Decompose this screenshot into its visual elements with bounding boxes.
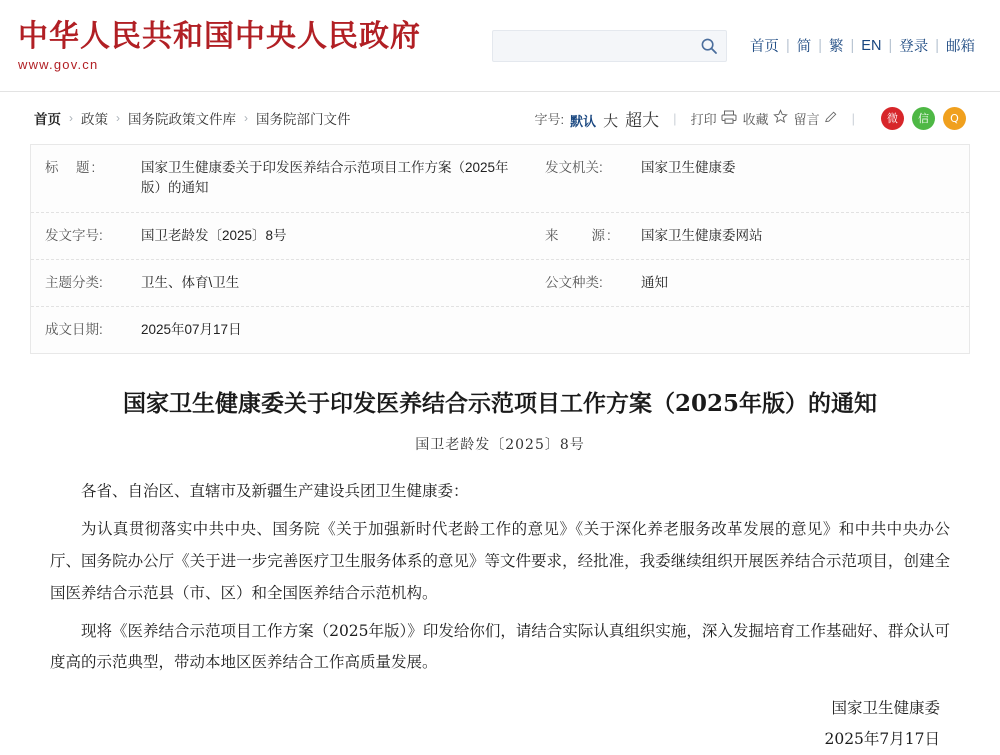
article-toolbar — [535, 106, 966, 131]
meta-label-source: 来 源: — [545, 227, 613, 243]
meta-row — [31, 213, 969, 260]
search-icon[interactable] — [700, 37, 718, 55]
meta-cell-category — [31, 260, 531, 306]
nav-separator: | — [818, 37, 822, 54]
page-title: 国家卫生健康委关于印发医养结合示范项目工作方案（2025年版）的通知 — [122, 390, 877, 418]
signer-name: 国家卫生健康委 — [831, 699, 940, 718]
breadcrumb-item-department-docs[interactable]: 国务院部门文件 — [256, 112, 351, 127]
breadcrumb-item-policy[interactable]: 政策 — [81, 112, 108, 127]
meta-row — [31, 307, 969, 353]
document-salutation: 各省、自治区、直辖市及新疆生产建设兵团卫生健康委： — [81, 482, 469, 501]
breadcrumb-item-home[interactable]: 首页 — [34, 112, 61, 127]
nav-item-login[interactable]: 登录 — [899, 39, 929, 55]
meta-label-empty — [531, 307, 627, 353]
document-signature — [38, 693, 962, 755]
weibo-share-icon[interactable]: 微 — [881, 107, 904, 130]
breadcrumb — [34, 108, 351, 128]
meta-label-category: 主题分类: — [45, 274, 103, 290]
meta-cell-source — [531, 213, 969, 259]
nav-separator: | — [785, 37, 790, 54]
meta-cell-issuer — [531, 145, 969, 212]
article — [30, 388, 970, 755]
fontsize-large-button[interactable]: 大 — [603, 112, 619, 130]
meta-label-date: 成文日期: — [45, 322, 103, 337]
nav-item-home[interactable]: 首页 — [749, 39, 779, 55]
document-body — [38, 476, 962, 679]
pencil-icon — [824, 110, 838, 127]
meta-value-docnumber: 国卫老龄发〔2025〕8号 — [141, 227, 287, 243]
comment-label: 留言 — [793, 111, 820, 127]
meta-cell-doctype — [531, 260, 969, 306]
wechat-share-icon[interactable]: 信 — [912, 107, 935, 130]
comment-button[interactable] — [794, 109, 838, 128]
meta-label-doctype: 公文种类: — [545, 274, 603, 290]
meta-value-source: 国家卫生健康委网站 — [641, 227, 763, 243]
meta-value-doctype: 通知 — [641, 274, 668, 290]
meta-value-title: 国家卫生健康委关于印发医养结合示范项目工作方案（2025年版）的通知 — [141, 160, 509, 196]
nav-separator: | — [935, 37, 939, 54]
chevron-right-icon: › — [244, 111, 248, 125]
meta-row — [31, 145, 969, 213]
star-icon — [773, 109, 788, 127]
document-number: 国卫老龄发〔2025〕8号 — [415, 437, 585, 454]
nav-item-english[interactable]: EN — [861, 37, 882, 54]
chevron-right-icon: › — [116, 111, 120, 125]
page-container — [30, 92, 970, 755]
print-button[interactable] — [691, 109, 737, 128]
meta-label-issuer: 发文机关: — [545, 160, 603, 175]
nav-item-traditional[interactable]: 繁 — [829, 39, 844, 55]
favorite-button[interactable] — [743, 109, 788, 128]
meta-label-title: 标 题: — [45, 160, 98, 175]
document-meta-table — [30, 144, 970, 354]
social-share-group — [881, 107, 966, 130]
toolbar-divider: | — [851, 110, 855, 126]
site-domain: www.gov.cn — [18, 56, 99, 72]
site-header — [0, 0, 1000, 92]
search-input[interactable] — [501, 37, 700, 54]
print-label: 打印 — [690, 111, 717, 127]
fontsize-xlarge-button[interactable]: 超大 — [625, 110, 660, 130]
fontsize-options — [570, 106, 659, 131]
nav-separator: | — [888, 37, 893, 54]
chevron-right-icon: › — [69, 111, 73, 125]
meta-cell-title — [31, 145, 531, 212]
meta-value-date: 2025年07月17日 — [141, 322, 242, 337]
document-paragraph: 现将《医养结合示范项目工作方案（2025年版）》印发给你们，请结合实际认真组织实施，深入发掘培育工作基础好、群众认可度高的示范典型，带动本地区医养结合工作高质量发展。 — [50, 621, 950, 672]
search-box[interactable] — [492, 30, 727, 62]
site-title: 中华人民共和国中央人民政府 — [18, 18, 421, 54]
nav-item-mail[interactable]: 邮箱 — [946, 39, 975, 55]
meta-cell-empty — [531, 307, 969, 353]
breadcrumb-item-policy-library[interactable]: 国务院政策文件库 — [128, 112, 236, 127]
fontsize-label: 字号: — [534, 111, 565, 127]
signer-date: 2025年7月17日 — [824, 730, 940, 749]
document-paragraph: 为认真贯彻落实中共中央、国务院《关于加强新时代老龄工作的意见》《关于深化养老服务改革发展的意见》和中共中央办公厅、国务院办公厅《关于进一步完善医疗卫生服务体系的意见》等文件要求，经批准，我委继续组织开展医养结合示范项目，创建全国医养结合示范县（市、区）和全国医养结合示范机构。 — [50, 520, 950, 602]
meta-row — [31, 260, 969, 307]
favorite-label: 收藏 — [742, 111, 769, 127]
meta-value-category: 卫生、体育\卫生 — [141, 274, 240, 290]
toolbar-divider: | — [673, 110, 677, 126]
site-brand[interactable] — [18, 20, 421, 72]
printer-icon — [721, 110, 737, 127]
header-nav — [743, 35, 982, 56]
qq-share-icon[interactable]: Q — [943, 107, 966, 130]
meta-label-docnumber: 发文字号: — [45, 227, 103, 243]
meta-value-issuer: 国家卫生健康委 — [641, 160, 736, 175]
breadcrumb-toolbar-row — [30, 94, 970, 142]
meta-value-empty — [627, 307, 969, 353]
fontsize-default-button[interactable]: 默认 — [570, 113, 597, 129]
header-right — [492, 30, 982, 62]
nav-separator: | — [850, 37, 855, 54]
meta-cell-docnumber — [31, 213, 531, 259]
nav-item-simplified[interactable]: 简 — [796, 39, 812, 55]
meta-cell-date — [31, 307, 531, 353]
